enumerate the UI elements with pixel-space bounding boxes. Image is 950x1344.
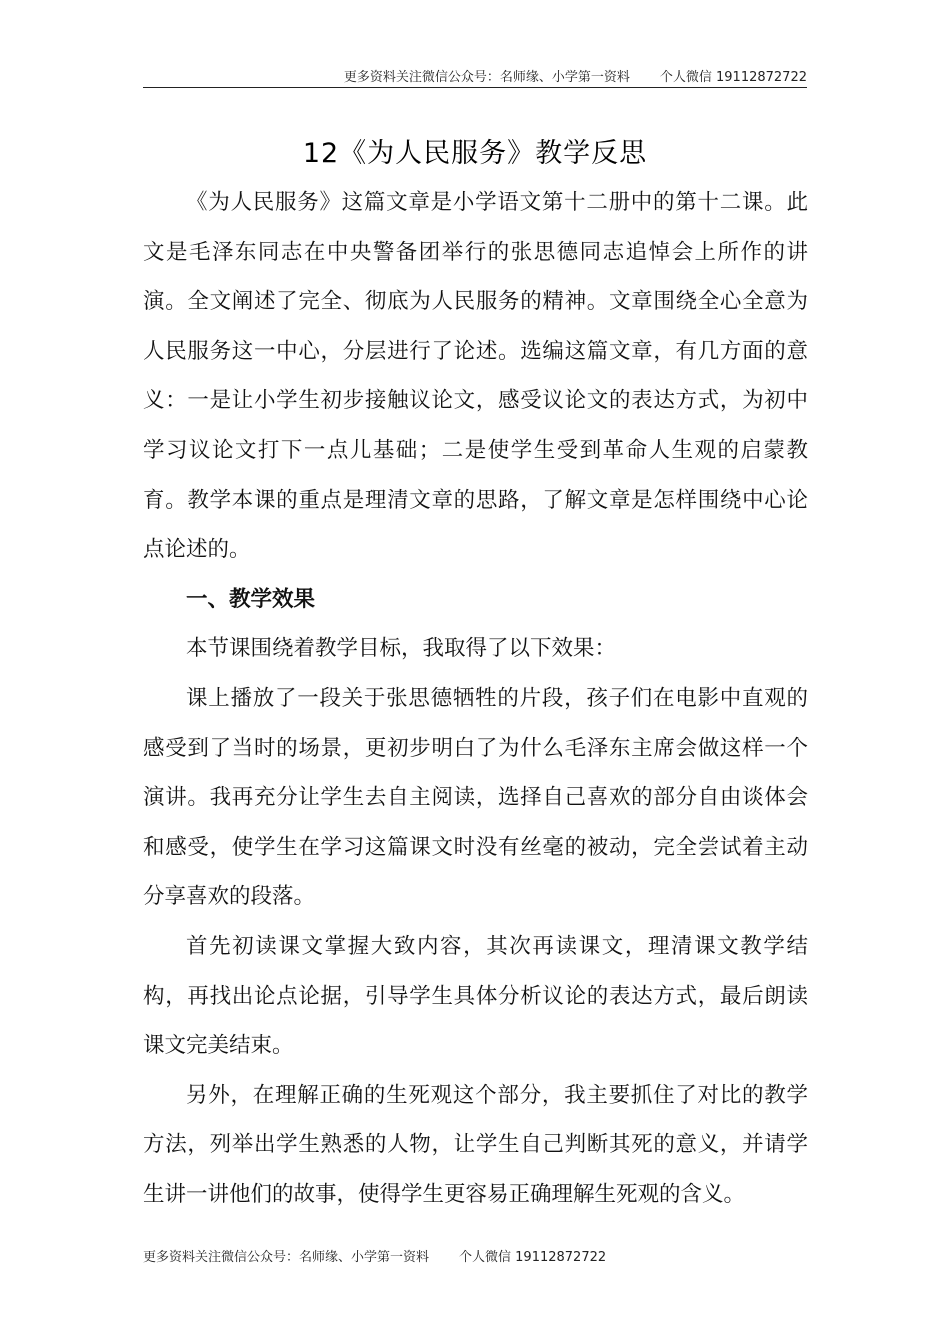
body-paragraph: 首先初读课文掌握大致内容，其次再读课文，理清课文教学结构，再找出论点论据，引导学生具体分析议论的表达方式，最后朗读课文完美结束。 bbox=[143, 933, 808, 1059]
document-body bbox=[143, 178, 808, 1219]
document-title: 12《为人民服务》教学反思 bbox=[302, 138, 648, 169]
body-paragraph: 本节课围绕着教学目标，我取得了以下效果： bbox=[186, 636, 617, 662]
footer-source: 更多资料关注微信公众号：名师缘、小学第一资料 bbox=[143, 1250, 430, 1265]
body-paragraph: 课上播放了一段关于张思德牺牲的片段，孩子们在电影中直观的感受到了当时的场景，更初步明白了为什么毛泽东主席会做这样一个演讲。我再充分让学生去自主阅读，选择自己喜欢的部分自由谈体会和感受，使学生在学习这篇课文时没有丝毫的被动，完全尝试着主动分享喜欢的段落。 bbox=[143, 685, 808, 910]
page-footer bbox=[143, 1246, 606, 1265]
intro-paragraph: 《为人民服务》这篇文章是小学语文第十二册中的第十二课。此文是毛泽东同志在中央警备团举行的张思德同志追悼会上所作的讲演。全文阐述了完全、彻底为人民服务的精神。文章围绕全心全意为人民服务这一中心，分层进行了论述。选编这篇文章，有几方面的意义：一是让小学生初步接触议论文，感受议论文的表达方式，为初中学习议论文打下一点儿基础；二是使学生受到革命人生观的启蒙教育。教学本课的重点是理清文章的思路，了解文章是怎样围绕中心论点论述的。 bbox=[143, 190, 808, 563]
section-heading: 一、教学效果 bbox=[186, 586, 316, 612]
header-divider bbox=[143, 87, 807, 88]
footer-contact: 个人微信 19112872722 bbox=[459, 1250, 607, 1265]
page-header bbox=[344, 66, 807, 85]
body-paragraph: 另外，在理解正确的生死观这个部分，我主要抓住了对比的教学方法，列举出学生熟悉的人物，让学生自己判断其死的意义，并请学生讲一讲他们的故事，使得学生更容易正确理解生死观的含义。 bbox=[143, 1082, 808, 1207]
header-source: 更多资料关注微信公众号：名师缘、小学第一资料 bbox=[343, 70, 630, 85]
header-contact: 个人微信 19112872722 bbox=[659, 70, 807, 85]
